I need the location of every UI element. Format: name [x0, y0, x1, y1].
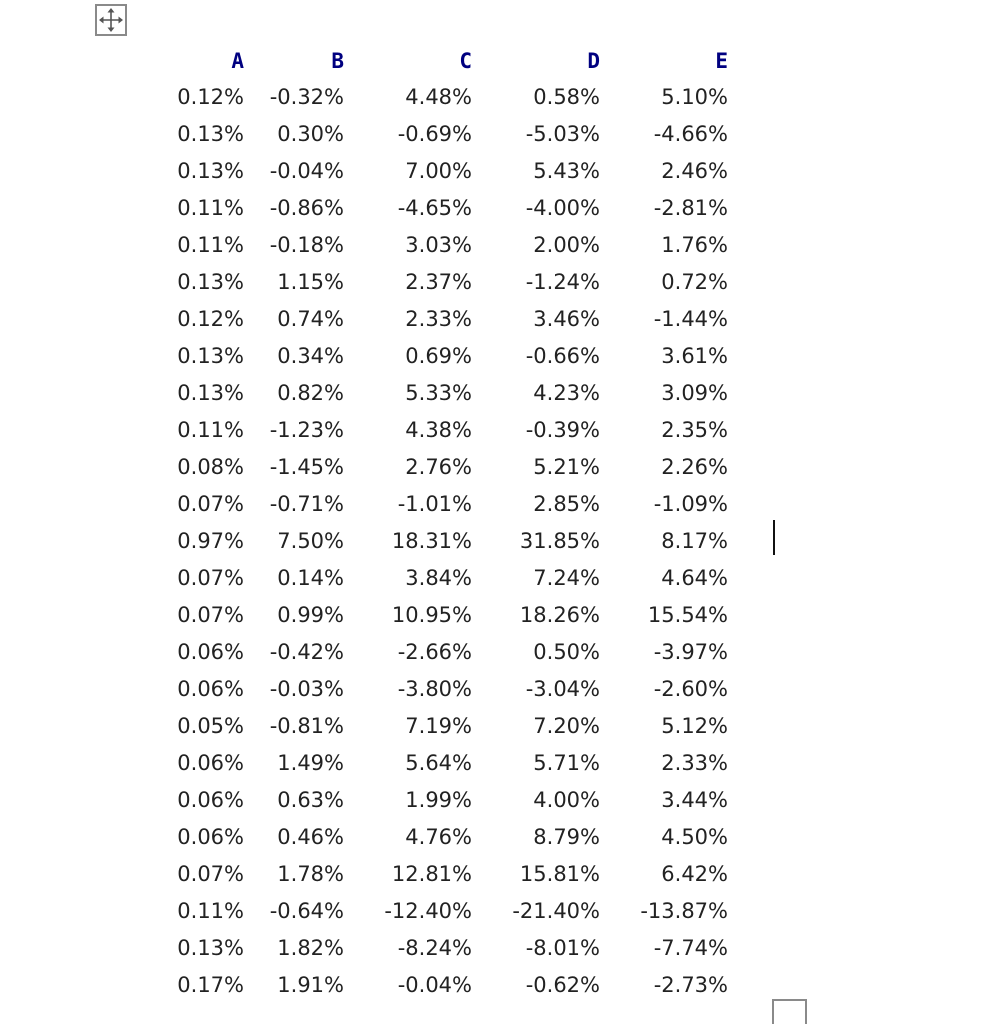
table-cell[interactable]: -1.45% — [269, 454, 344, 479]
table-cell[interactable]: -4.65% — [397, 195, 472, 220]
table-row — [150, 411, 760, 448]
table-cell[interactable]: -1.09% — [653, 491, 728, 516]
table-cell[interactable]: 0.13% — [177, 158, 244, 183]
table-cell[interactable]: -13.87% — [640, 898, 728, 923]
table-cell[interactable]: -8.24% — [397, 935, 472, 960]
table-cell[interactable]: 1.82% — [277, 935, 344, 960]
table-cell[interactable]: 3.44% — [661, 787, 728, 812]
table-cell[interactable]: 2.35% — [661, 417, 728, 442]
table-cell[interactable]: 0.58% — [533, 84, 600, 109]
table-cell[interactable]: 4.50% — [661, 824, 728, 849]
table-row — [150, 855, 760, 892]
table-cell[interactable]: -0.04% — [397, 972, 472, 997]
column-header-e[interactable]: E — [715, 49, 728, 73]
table-cell[interactable]: -3.97% — [653, 639, 728, 664]
table-cell[interactable]: 0.06% — [177, 750, 244, 775]
table-cell[interactable]: 0.06% — [177, 787, 244, 812]
table-cell[interactable]: 0.12% — [177, 306, 244, 331]
table-cell[interactable]: 3.09% — [661, 380, 728, 405]
table-cell[interactable]: 7.00% — [405, 158, 472, 183]
table-cell[interactable]: 4.38% — [405, 417, 472, 442]
table-cell[interactable]: 5.10% — [661, 84, 728, 109]
table-cell[interactable]: 31.85% — [519, 528, 600, 553]
table-cell[interactable]: -12.40% — [384, 898, 472, 923]
table-cell[interactable]: 10.95% — [391, 602, 472, 627]
table-cell[interactable]: 2.33% — [661, 750, 728, 775]
table-cell[interactable]: 4.23% — [533, 380, 600, 405]
table-cell[interactable]: -1.23% — [269, 417, 344, 442]
table-cell[interactable]: 0.06% — [177, 639, 244, 664]
table-cell[interactable]: -0.04% — [269, 158, 344, 183]
table-cell[interactable]: 0.07% — [177, 565, 244, 590]
table-cell[interactable]: 7.20% — [533, 713, 600, 738]
table-cell[interactable]: 15.81% — [519, 861, 600, 886]
table-row — [150, 337, 760, 374]
table-cell[interactable]: 5.71% — [533, 750, 600, 775]
table-row — [150, 226, 760, 263]
table-cell[interactable]: -0.66% — [525, 343, 600, 368]
table-cell[interactable]: 0.74% — [277, 306, 344, 331]
table-cell[interactable]: 2.37% — [405, 269, 472, 294]
table-cell[interactable]: 5.12% — [661, 713, 728, 738]
table-cell[interactable]: 2.00% — [533, 232, 600, 257]
table-cell[interactable]: -0.18% — [269, 232, 344, 257]
table-cell[interactable]: 1.99% — [405, 787, 472, 812]
table-row — [150, 781, 760, 818]
table-cell[interactable]: 0.05% — [177, 713, 244, 738]
table-cell[interactable]: 6.42% — [661, 861, 728, 886]
table-row — [150, 744, 760, 781]
table-cell[interactable]: 0.13% — [177, 121, 244, 146]
table-cell[interactable]: 0.11% — [177, 195, 244, 220]
table-cell[interactable]: -4.00% — [525, 195, 600, 220]
table-row — [150, 596, 760, 633]
table-cell[interactable]: 4.76% — [405, 824, 472, 849]
table-cell[interactable]: 3.84% — [405, 565, 472, 590]
table-cell[interactable]: 1.49% — [277, 750, 344, 775]
table-row — [150, 929, 760, 966]
table-resize-handle[interactable] — [772, 999, 807, 1024]
table-cell[interactable]: -0.81% — [269, 713, 344, 738]
table-row — [150, 263, 760, 300]
table-cell[interactable]: -0.32% — [269, 84, 344, 109]
table-cell[interactable]: -0.39% — [525, 417, 600, 442]
table-cell[interactable]: 0.46% — [277, 824, 344, 849]
table-cell[interactable]: 12.81% — [391, 861, 472, 886]
table-cell[interactable]: 0.06% — [177, 824, 244, 849]
table-cell[interactable]: 1.91% — [277, 972, 344, 997]
table-cell[interactable]: -1.44% — [653, 306, 728, 331]
table-cell[interactable]: 0.17% — [177, 972, 244, 997]
table-row — [150, 892, 760, 929]
table-cell[interactable]: -1.24% — [525, 269, 600, 294]
table-cell[interactable]: 1.15% — [277, 269, 344, 294]
table-cell[interactable]: -2.66% — [397, 639, 472, 664]
table-cell[interactable]: 0.08% — [177, 454, 244, 479]
move-icon — [97, 6, 125, 34]
table-cell[interactable]: 0.50% — [533, 639, 600, 664]
table-cell[interactable]: -0.64% — [269, 898, 344, 923]
table-cell[interactable]: 2.76% — [405, 454, 472, 479]
table-cell[interactable]: 0.07% — [177, 861, 244, 886]
column-header-d[interactable]: D — [587, 49, 600, 73]
table-cell[interactable]: -3.80% — [397, 676, 472, 701]
table-cell[interactable]: -0.71% — [269, 491, 344, 516]
table-cell[interactable]: 0.07% — [177, 602, 244, 627]
table-cell[interactable]: 0.69% — [405, 343, 472, 368]
column-header-c[interactable]: C — [459, 49, 472, 73]
table-cell[interactable]: 4.00% — [533, 787, 600, 812]
table-cell[interactable]: -2.81% — [653, 195, 728, 220]
table-row — [150, 115, 760, 152]
table-row — [150, 374, 760, 411]
table-cell[interactable]: 0.07% — [177, 491, 244, 516]
data-table — [150, 42, 760, 1003]
table-cell[interactable]: 0.30% — [277, 121, 344, 146]
header-row — [150, 42, 760, 78]
table-cell[interactable]: 0.97% — [177, 528, 244, 553]
table-cell[interactable]: -1.01% — [397, 491, 472, 516]
table-cell[interactable]: 3.61% — [661, 343, 728, 368]
table-cell[interactable]: -0.42% — [269, 639, 344, 664]
table-row — [150, 522, 760, 559]
table-cell[interactable]: 0.72% — [661, 269, 728, 294]
table-row — [150, 707, 760, 744]
table-cell[interactable]: 0.13% — [177, 343, 244, 368]
table-cell[interactable]: 1.76% — [661, 232, 728, 257]
table-row — [150, 670, 760, 707]
table-row — [150, 189, 760, 226]
table-cell[interactable]: -2.60% — [653, 676, 728, 701]
table-cell[interactable]: 18.31% — [391, 528, 472, 553]
table-cell[interactable]: 5.21% — [533, 454, 600, 479]
table-cell[interactable]: 0.14% — [277, 565, 344, 590]
table-cell[interactable]: 7.19% — [405, 713, 472, 738]
table-cell[interactable]: -7.74% — [653, 935, 728, 960]
table-cell[interactable]: 7.50% — [277, 528, 344, 553]
table-cell[interactable]: 0.13% — [177, 269, 244, 294]
table-cell[interactable]: 8.17% — [661, 528, 728, 553]
table-cell[interactable]: 15.54% — [647, 602, 728, 627]
table-cell[interactable]: -3.04% — [525, 676, 600, 701]
table-cell[interactable]: 0.63% — [277, 787, 344, 812]
table-cell[interactable]: 1.78% — [277, 861, 344, 886]
table-cell[interactable]: -0.86% — [269, 195, 344, 220]
table-cell[interactable]: 5.64% — [405, 750, 472, 775]
table-row — [150, 485, 760, 522]
table-cell[interactable]: -2.73% — [653, 972, 728, 997]
table-cell[interactable]: 2.85% — [533, 491, 600, 516]
table-row — [150, 633, 760, 670]
table-row — [150, 78, 760, 115]
table-cell[interactable]: 0.12% — [177, 84, 244, 109]
table-cell[interactable]: 0.34% — [277, 343, 344, 368]
table-cell[interactable]: -0.69% — [397, 121, 472, 146]
table-cell[interactable]: 8.79% — [533, 824, 600, 849]
table-cell[interactable]: -0.03% — [269, 676, 344, 701]
table-row — [150, 559, 760, 596]
table-cell[interactable]: 0.11% — [177, 232, 244, 257]
table-cell[interactable]: -21.40% — [512, 898, 600, 923]
table-cell[interactable]: -0.62% — [525, 972, 600, 997]
table-cell[interactable]: 4.48% — [405, 84, 472, 109]
table-cell[interactable]: 2.26% — [661, 454, 728, 479]
table-cell[interactable]: 7.24% — [533, 565, 600, 590]
table-cell[interactable]: -4.66% — [653, 121, 728, 146]
table-row — [150, 966, 760, 1003]
table-cell[interactable]: 5.43% — [533, 158, 600, 183]
table-move-handle[interactable] — [95, 4, 127, 36]
table-cell[interactable]: 18.26% — [519, 602, 600, 627]
table-cell[interactable]: 0.82% — [277, 380, 344, 405]
column-header-b[interactable]: B — [331, 49, 344, 73]
table-cell[interactable]: 2.46% — [661, 158, 728, 183]
table-cell[interactable]: 0.13% — [177, 935, 244, 960]
table-cell[interactable]: 0.99% — [277, 602, 344, 627]
table-row — [150, 300, 760, 337]
table-cell[interactable]: 0.11% — [177, 898, 244, 923]
table-cell[interactable]: 3.03% — [405, 232, 472, 257]
table-row — [150, 818, 760, 855]
table-cell[interactable]: 4.64% — [661, 565, 728, 590]
table-row — [150, 152, 760, 189]
table-cell[interactable]: 0.11% — [177, 417, 244, 442]
column-header-a[interactable]: A — [231, 49, 244, 73]
table-cell[interactable]: 0.13% — [177, 380, 244, 405]
table-cell[interactable]: -8.01% — [525, 935, 600, 960]
text-cursor — [773, 520, 775, 555]
table-cell[interactable]: 3.46% — [533, 306, 600, 331]
table-cell[interactable]: 2.33% — [405, 306, 472, 331]
table-cell[interactable]: 0.06% — [177, 676, 244, 701]
table-row — [150, 448, 760, 485]
table-cell[interactable]: 5.33% — [405, 380, 472, 405]
table-cell[interactable]: -5.03% — [525, 121, 600, 146]
